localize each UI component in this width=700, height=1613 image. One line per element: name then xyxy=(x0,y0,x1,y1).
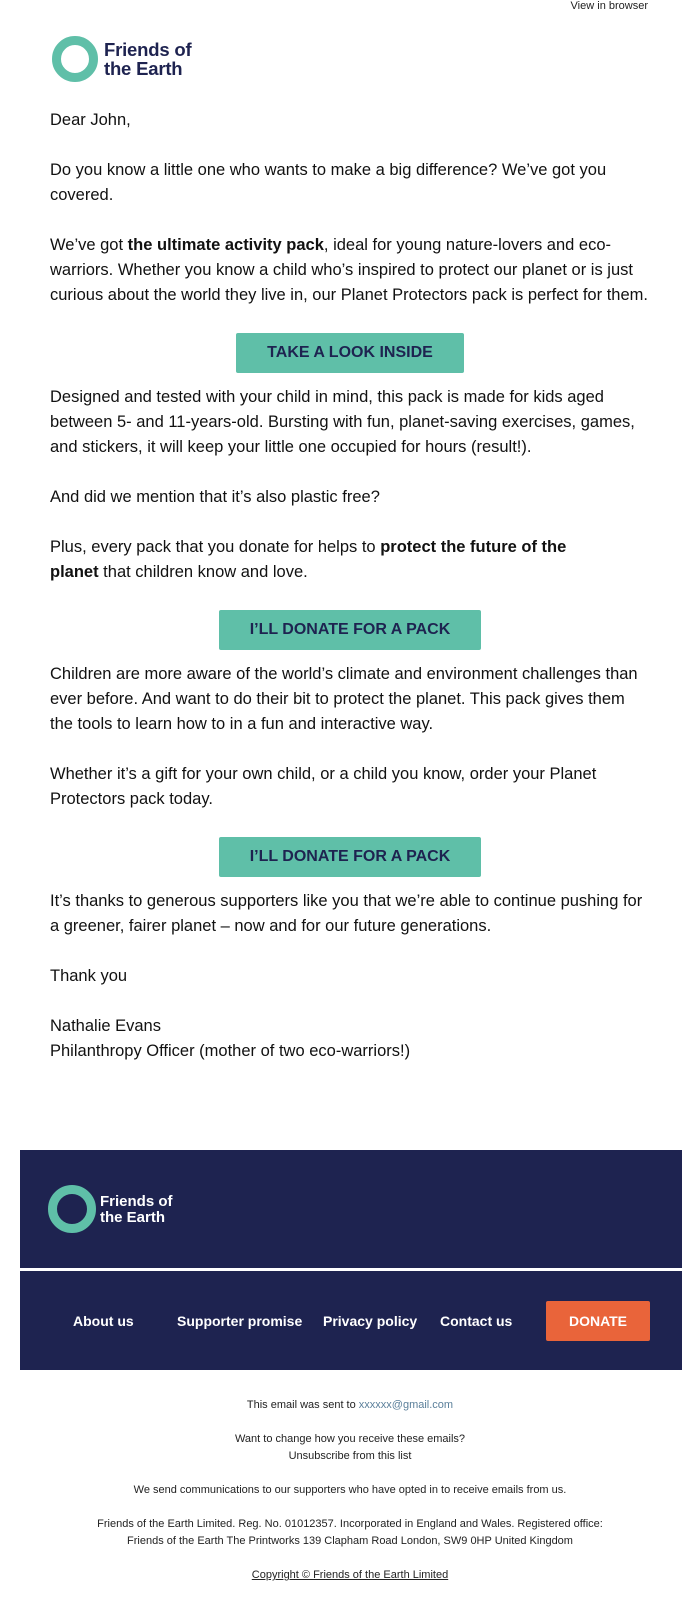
signer-name: Nathalie Evans xyxy=(50,1017,161,1035)
footer-brand-bar xyxy=(20,1150,682,1268)
text: Plus, every pack that you donate for helps to xyxy=(50,538,381,556)
text: that children know and love. xyxy=(98,563,308,581)
change-preferences-text: Want to change how you receive these emails? xyxy=(234,1433,466,1445)
text: We’ve got xyxy=(50,236,128,254)
recipient-email[interactable]: xxxxxx@gmail.com xyxy=(358,1399,454,1411)
footer-link-about-us[interactable]: About us xyxy=(73,1313,134,1329)
company-line1: Friends of the Earth Limited. Reg. No. 01012357. Incorporated in England and Wales. Registered office: xyxy=(97,1518,603,1530)
footer-donate-button[interactable]: DONATE xyxy=(546,1301,650,1341)
bold-text: the ultimate activity pack xyxy=(127,236,324,254)
text: , ideal for young nature-lovers and eco-warriors. Whether you know a child who’s inspired to protect our planet or is just curious about the world they live in, our Planet Protectors pack is perfect for them. xyxy=(50,236,648,304)
brand-name-line1: Friends of xyxy=(104,39,192,60)
email-body xyxy=(50,108,650,1089)
copyright-link[interactable]: Copyright © Friends of the Earth Limited xyxy=(251,1569,449,1581)
unsubscribe-link[interactable]: Unsubscribe from this list xyxy=(288,1450,412,1462)
greeting: Dear John, xyxy=(50,111,131,129)
footer-link-contact-us[interactable]: Contact us xyxy=(440,1313,513,1329)
sent-to-line xyxy=(0,1397,700,1414)
signature xyxy=(50,1014,650,1064)
signer-title: Philanthropy Officer (mother of two eco-warriors!) xyxy=(50,1042,411,1060)
paragraph-thanks-supporters: It’s thanks to generous supporters like you that we’re able to continue pushing for a greener, fairer planet – now and for our future generations. xyxy=(50,892,643,935)
donate-for-pack-button[interactable]: I’LL DONATE FOR A PACK xyxy=(219,610,482,650)
legal-footer xyxy=(0,1397,700,1601)
paragraph-designed: Designed and tested with your child in mind, this pack is made for kids aged between 5- and 11-years-old. Bursting with fun, planet-saving exercises, games, and stickers, it will keep your little one occupied for hours (result!). xyxy=(50,388,635,456)
paragraph-activity-pack xyxy=(50,233,650,308)
brand-name-line1: Friends of xyxy=(100,1193,173,1210)
paragraph-children-aware: Children are more aware of the world’s climate and environment challenges than ever before. And want to do their bit to protect the planet. This pack gives them the tools to learn how to in a fun and interactive way. xyxy=(50,665,638,733)
copyright xyxy=(0,1567,700,1584)
text: This email was sent to xyxy=(246,1399,359,1411)
paragraph-plastic-free: And did we mention that it’s also plastic free? xyxy=(50,488,380,506)
thank-you: Thank you xyxy=(50,967,128,985)
company-line2: Friends of the Earth The Printworks 139 Clapham Road London, SW9 0HP United Kingdom xyxy=(127,1535,573,1547)
company-info xyxy=(0,1516,700,1550)
earth-ring-icon xyxy=(52,36,98,82)
take-a-look-inside-button[interactable]: TAKE A LOOK INSIDE xyxy=(236,333,464,373)
brand-logo[interactable] xyxy=(52,36,191,82)
paragraph-intro: Do you know a little one who wants to make a big difference? We’ve got you covered. xyxy=(50,161,607,204)
donate-for-pack-button-2[interactable]: I’LL DONATE FOR A PACK xyxy=(219,837,482,877)
bold-text: protect the future of the xyxy=(380,538,567,556)
footer-link-supporter-promise[interactable]: Supporter promise xyxy=(177,1313,303,1329)
preferences xyxy=(0,1431,700,1465)
paragraph-protect xyxy=(50,535,650,585)
opted-in-notice: We send communications to our supporters who have opted in to receive emails from us. xyxy=(133,1484,567,1496)
brand-name-line2: the Earth xyxy=(100,1209,166,1226)
paragraph-gift: Whether it’s a gift for your own child, or a child you know, order your Planet Protectors pack today. xyxy=(50,765,597,808)
view-in-browser-link[interactable]: View in browser xyxy=(570,0,648,12)
footer-nav xyxy=(20,1271,682,1370)
footer-wordmark[interactable] xyxy=(100,1194,173,1226)
earth-ring-icon xyxy=(48,1185,96,1233)
brand-name-line2: the Earth xyxy=(104,58,183,79)
brand-wordmark xyxy=(104,40,191,78)
footer-link-privacy-policy[interactable]: Privacy policy xyxy=(323,1313,418,1329)
bold-text: planet xyxy=(50,563,99,581)
